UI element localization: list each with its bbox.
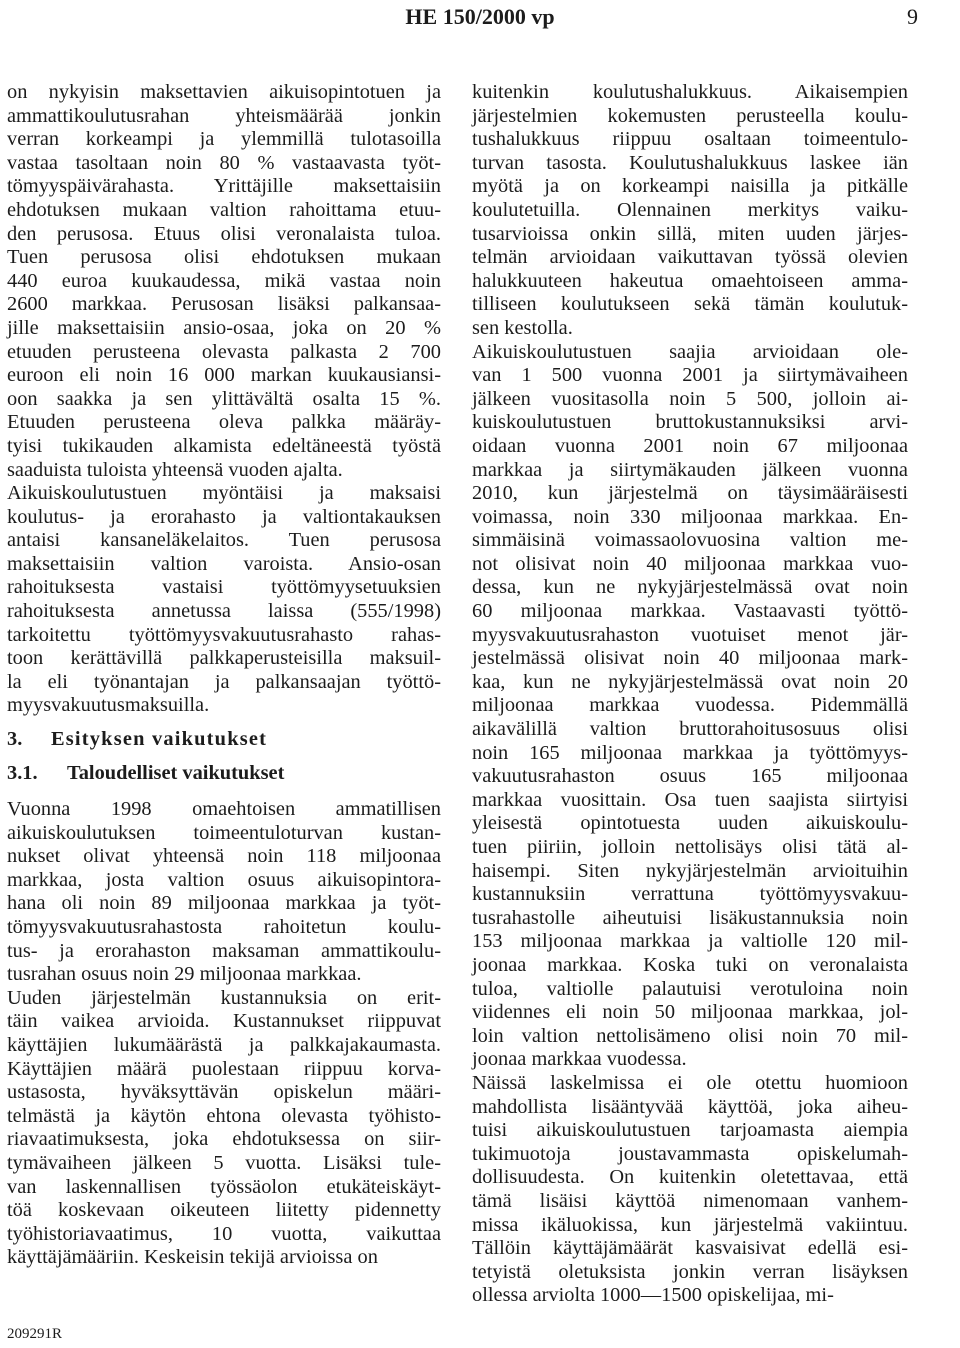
text-line: 440 euroa kuukaudessa, mikä vastaa noin xyxy=(7,269,441,292)
text-line: verran korkeampi ja ylemmillä tulotasoilla xyxy=(7,128,441,151)
text-line: täin vaikea arvioida. Kustannukset riippuvat xyxy=(7,1010,441,1033)
text-line: mahdollista lisääntyvää käyttöä, joka aiheu- xyxy=(472,1095,908,1118)
page-number: 9 xyxy=(907,4,918,29)
text-line: haisempi. Siten nykyjärjestelmän arvioituihin xyxy=(472,859,908,882)
text-line: voimassa, noin 330 miljoonaa markkaa. En- xyxy=(472,505,908,528)
text-line: kuitenkin koulutushalukkuus. Aikaisempien xyxy=(472,81,908,103)
text-line: loin valtion nettolisämeno olisi noin 70 mil- xyxy=(472,1024,908,1047)
text-line: tilliseen koulutukseen sekä tämän koulutuk- xyxy=(472,293,908,316)
footer-code: 209291R xyxy=(7,1326,63,1342)
text-line: työhistoriavaatimus, 10 vuotta, vaikuttaa xyxy=(7,1222,441,1245)
text-line: 2010, kun järjestelmä on täysimääräisesti xyxy=(472,482,908,505)
text-line: markkaa vuosittain. Osa tuen saajista siirtyisi xyxy=(472,788,908,811)
text-line: aikuiskoulutuksen toimeentuloturvan kustan- xyxy=(7,821,441,844)
text-line: oon saakka ja sen ylittävältä osalta 15 %. xyxy=(7,387,441,410)
text-line: tushalukkuus riippuu osaltaan toimeentulo- xyxy=(472,128,908,151)
text-line: markkaa ja siirtymäkauden jälkeen vuonna xyxy=(472,458,908,481)
text-line: Tällöin käyttäjämäärät kasvaisivat edellä esi- xyxy=(472,1237,908,1260)
text-line: tusrahan osuus noin 29 miljoonaa markkaa. xyxy=(7,963,362,986)
text-line: 153 miljoonaa markkaa ja valtiolle 120 mil- xyxy=(472,930,908,953)
text-line: telmän arvioidaan vaikuttavan työssä olevien xyxy=(472,246,908,269)
text-line: van laskennallisen työssäolon etukäteiskäyt- xyxy=(7,1175,441,1198)
left-column xyxy=(7,81,441,1270)
text-line: tuloa, valtiolle palautuisi verotuloina noin xyxy=(472,977,908,1000)
text-line: tus- ja erorahaston maksaman ammattikoulu- xyxy=(7,939,441,962)
text-line: miljoonaa markkaa vuodessa. Pidemmällä xyxy=(472,694,908,717)
text-line: hana oli noin 89 miljoonaa markkaa ja työt- xyxy=(7,892,441,915)
text-line: markkaa, josta valtion osuus aikuisopintora- xyxy=(7,868,441,891)
text-line: on nykyisin maksettavien aikuisopintotuen ja xyxy=(7,81,441,103)
text-line: Näissä laskelmissa ei ole otettu huomioon xyxy=(472,1071,908,1094)
text-line: tömyyspäivärahasta. Yrittäjille maksettaisiin xyxy=(7,175,441,198)
text-line: tukimuotoja joustavammasta opiskelumah- xyxy=(472,1142,908,1165)
text-line: jälkeen vuositasolla noin 5 500, jolloin ai- xyxy=(472,387,908,410)
text-line: tämä lisäisi käyttöä nimenomaan vanhem- xyxy=(472,1189,908,1212)
text-line: tetyistä oletuksista jonkin verran lisäyksen xyxy=(472,1260,908,1283)
text-line: käyttäjien lukumäärästä ja palkkajakaumasta. xyxy=(7,1033,441,1056)
text-line: joonaa markkaa. Koska tuki on veronalaista xyxy=(472,953,908,976)
text-line: rahoituksesta vastaisi työttömyysetuuksien xyxy=(7,576,441,599)
text-line: ehdotuksen mukaan valtion rahoittama etuu- xyxy=(7,198,441,221)
text-line: tuisi aikuiskoulutustuen tarjoamasta aiempia xyxy=(472,1119,908,1142)
text-line: antaisi kansaneläkelaitos. Tuen perusosa xyxy=(7,529,441,552)
text-line: kustannuksiin verrattuna työttömyysvakuu- xyxy=(472,883,908,906)
section-heading xyxy=(7,728,441,752)
text-line: simmäisinä voimassaolovuosina valtion me- xyxy=(472,529,908,552)
text-line: missa ikäluokissa, kun järjestelmä vakiintuu. xyxy=(472,1213,908,1236)
text-line: Etuuden perusteena oleva palkka määräy- xyxy=(7,411,441,434)
text-line: ustasosta, hyväksyttävän opiskelun määri- xyxy=(7,1081,441,1104)
text-line: ammattikoulutusrahan yhteismäärää jonkin xyxy=(7,104,441,127)
text-line: euroon eli noin 16 000 markan kuukausiansi- xyxy=(7,364,441,387)
subsection-number: 3.1. xyxy=(7,762,38,785)
text-line: riavaatimuksesta, joka ehdotuksessa on siir- xyxy=(7,1128,441,1151)
text-line: viidennes eli noin 50 miljoonaa markkaa, jol- xyxy=(472,1001,908,1024)
text-line: tarkoitettu työttömyysvakuutusrahasto rahas- xyxy=(7,623,441,646)
subsection-heading xyxy=(7,762,441,786)
text-line: koulutetuilla. Olennainen merkitys vaiku- xyxy=(472,198,908,221)
text-line: maksettaisiin valtion varoista. Ansio-osan xyxy=(7,552,441,575)
text-line: oidaan vuonna 2001 noin 67 miljoonaa xyxy=(472,434,908,457)
paragraph-group xyxy=(7,81,441,718)
text-line: tusrahastolle aiheutuisi lisäkustannuksia noin xyxy=(472,906,908,929)
text-line: nukset olivat yhteensä noin 118 miljoonaa xyxy=(7,845,441,868)
text-line: myysvakuutusrahaston vuotuiset menot jär- xyxy=(472,623,908,646)
text-line: Aikuiskoulutustuen myöntäisi ja maksaisi xyxy=(7,482,441,505)
text-line: dollisuudesta. On kuitenkin oletettavaa, että xyxy=(472,1166,908,1189)
text-line: Käyttäjien määrä puolestaan riippuu korva- xyxy=(7,1057,441,1080)
text-line: tömyysvakuutusrahastosta rahoitetun koulu- xyxy=(7,916,441,938)
text-line: tymävaiheen jälkeen 5 vuotta. Lisäksi tule- xyxy=(7,1151,441,1174)
text-line: Aikuiskoulutustuen saajia arvioidaan ole- xyxy=(472,340,908,363)
text-line: myysvakuutusmaksuilla. xyxy=(7,694,210,717)
text-line: toon kerättävillä palkkaperusteisilla maksuil- xyxy=(7,647,441,670)
text-line: sen kestolla. xyxy=(472,316,573,339)
text-line: jestelmässä olisivat noin 40 miljoonaa mark- xyxy=(472,647,908,670)
text-line: Tuen perusosa olisi ehdotuksen mukaan xyxy=(7,246,441,269)
text-line: telmästä ja käytön ehtona olevasta työhisto- xyxy=(7,1104,441,1127)
paragraph-group xyxy=(7,798,441,1270)
text-line: jille maksettaisiin ansio-osaa, joka on 20 % xyxy=(7,316,441,339)
text-line: 60 miljoonaa markkaa. Vastaavasti työttö- xyxy=(472,600,908,623)
text-line: tuen piiriin, jolloin nettolisäys olisi tätä al- xyxy=(472,836,908,858)
text-line: ollessa arviolta 1000—1500 opiskelijaa, mi- xyxy=(472,1284,834,1307)
text-line: yleisestä opintotuesta uuden aikuiskoulu- xyxy=(472,812,908,835)
text-line: vastaa tasoltaan noin 80 % vastaavasta työt- xyxy=(7,151,441,174)
text-line: turvan tasosta. Koulutushalukkuus laskee iän xyxy=(472,151,908,174)
paragraph-group xyxy=(472,81,908,1308)
text-line: noin 165 miljoonaa markkaa ja työttömyys- xyxy=(472,741,908,764)
text-line: koulutus- ja erorahasto ja valtiontakauksen xyxy=(7,505,441,528)
text-line: etuuden perusteena olevasta palkasta 2 700 xyxy=(7,340,441,363)
subsection-title: Taloudelliset vaikutukset xyxy=(67,762,285,785)
text-line: tusarvioissa onkin sillä, miten uuden järjes- xyxy=(472,222,908,245)
text-line: vakuutusrahaston osuus 165 miljoonaa xyxy=(472,765,908,788)
text-line: myötä ja on korkeampi naisilla ja pitkälle xyxy=(472,175,908,198)
text-line: järjestelmien kokemusten perusteella koulu- xyxy=(472,104,908,127)
text-line: van 1 500 vuonna 2001 ja siirtymävaiheen xyxy=(472,364,908,387)
text-line: kuiskoulutustuen bruttokustannuksiksi arvi- xyxy=(472,411,908,434)
text-line: Uuden järjestelmän kustannuksia on erit- xyxy=(7,986,441,1009)
text-line: la eli työnantajan ja palkansaajan työttö- xyxy=(7,670,441,693)
right-column xyxy=(472,81,908,1308)
text-line: töä koskevaan oikeuteen liitetty pidennetty xyxy=(7,1199,441,1222)
text-line: saaduista tuloista yhteensä vuoden ajalta. xyxy=(7,458,343,481)
text-line: dessa, kun ne nykyjärjestelmässä ovat noin xyxy=(472,576,908,599)
text-line: tyisi tukikauden alkamista edeltäneestä työstä xyxy=(7,434,441,457)
text-line: 2600 markkaa. Perusosan lisäksi palkansaa- xyxy=(7,293,441,316)
text-line: käyttäjämääriin. Keskeisin tekijä arvioissa on xyxy=(7,1246,378,1269)
text-line: aikavälillä valtion bruttorahoitusosuus olisi xyxy=(472,718,908,741)
text-line: kaa, kun ne nykyjärjestelmässä ovat noin 20 xyxy=(472,670,908,693)
section-number: 3. xyxy=(7,728,23,751)
text-line: not olisivat noin 40 miljoonaa markkaa vuo- xyxy=(472,552,908,575)
text-line: joonaa markkaa vuodessa. xyxy=(472,1048,687,1071)
text-line: rahoituksesta annetussa laissa (555/1998) xyxy=(7,600,441,623)
text-line: den perusosa. Etuus olisi veronalaista tuloa. xyxy=(7,222,441,245)
text-line: halukkuuteen hakeutua omaehtoiseen amma- xyxy=(472,269,908,292)
document-title: HE 150/2000 vp xyxy=(405,4,555,29)
page-header xyxy=(0,2,960,36)
section-title: Esityksen vaikutukset xyxy=(51,728,268,751)
text-line: Vuonna 1998 omaehtoisen ammatillisen xyxy=(7,798,441,821)
